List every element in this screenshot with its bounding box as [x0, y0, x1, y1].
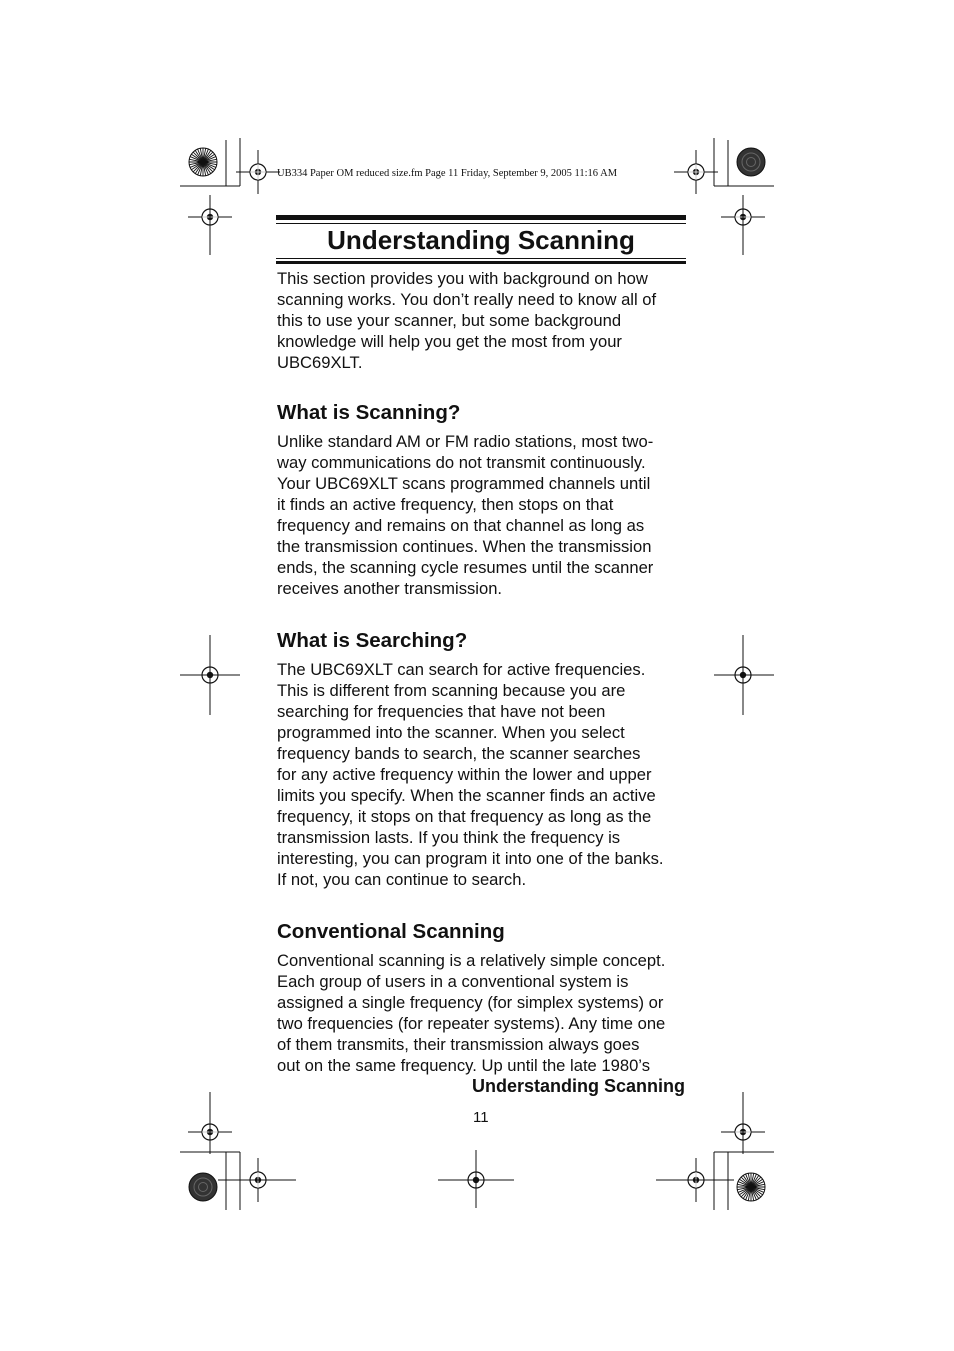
section-body-scanning: Unlike standard AM or FM radio stations, most two- way communications do not transmit continuously. Your UBC69XLT scans programmed channels until it finds an active frequency, then stops on that frequency and remains on that channel as long as the transmission continues. When the transmission ends, the scanning cycle resumes until the scanner receives another transmission.: [277, 432, 654, 598]
section-heading-searching: What is Searching?: [277, 629, 468, 652]
title-rule-thin: [276, 258, 686, 259]
title-rule-thick: [276, 215, 686, 220]
print-header: UB334 Paper OM reduced size.fm Page 11 Friday, September 9, 2005 11:16 AM: [277, 168, 618, 179]
section-heading-conventional: Conventional Scanning: [277, 920, 505, 943]
intro-paragraph: This section provides you with background on how scanning works. You don’t really need to know all of this to use your scanner, but some background knowledge will help you get the most from your UBC69XLT.: [277, 269, 657, 372]
section-body-conventional: Conventional scanning is a relatively simple concept. Each group of users in a conventional system is assigned a single frequency (for simplex systems) or two frequencies (for repeater systems). Any time one of them transmits, their transmission always goes out on the same frequency. Up until the late 1980’s: [277, 951, 666, 1075]
running-footer-title: Understanding Scanning: [471, 1076, 685, 1096]
page-number: 11: [473, 1109, 489, 1126]
section-heading-scanning: What is Scanning?: [277, 401, 461, 424]
page-title: Understanding Scanning: [327, 225, 635, 255]
section-body-searching: The UBC69XLT can search for active frequencies. This is different from scanning because you are searching for frequencies that have not been programmed into the scanner. When you select frequency bands to search, the scanner searches for any active frequency within the lower and upper limits you specify. When the scanner finds an active frequency, it stops on that frequency as long as the transmission lasts. If you think the frequency is interesting, you can program it into one of the banks. If not, you can continue to search.: [277, 660, 664, 889]
title-rule-bottom: [276, 261, 686, 264]
page-content: [277, 268, 687, 1076]
